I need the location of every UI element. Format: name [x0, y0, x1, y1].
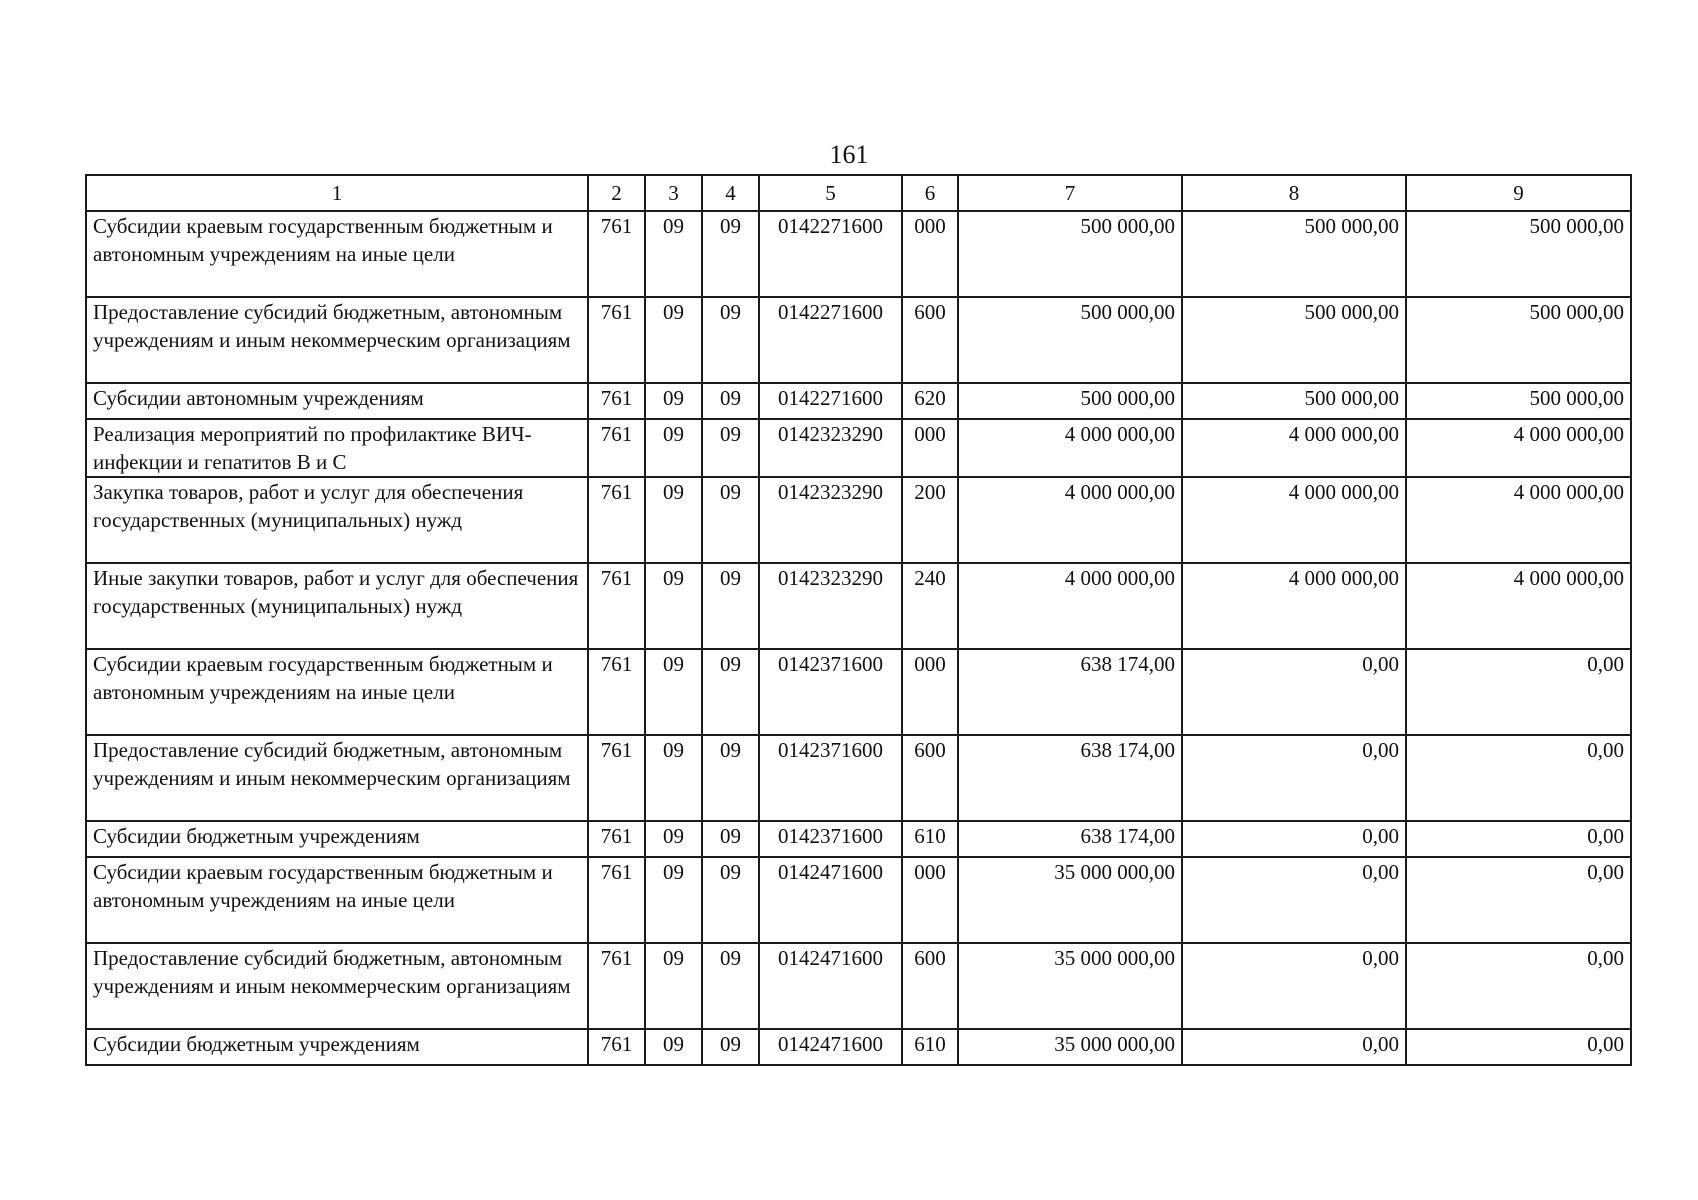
target-article-code: 0142471600 [759, 1029, 902, 1065]
subsection-code: 09 [702, 211, 759, 297]
expense-type-code: 000 [902, 649, 958, 735]
table-row [86, 735, 1631, 821]
section-code: 09 [645, 211, 702, 297]
amount-col-7: 35 000 000,00 [958, 857, 1182, 943]
amount-col-7: 500 000,00 [958, 383, 1182, 419]
ministry-code: 761 [588, 821, 645, 857]
table-row [86, 383, 1631, 419]
section-code: 09 [645, 563, 702, 649]
subsection-code: 09 [702, 857, 759, 943]
section-code: 09 [645, 419, 702, 477]
target-article-code: 0142471600 [759, 857, 902, 943]
amount-col-8: 0,00 [1182, 735, 1406, 821]
target-article-code: 0142471600 [759, 943, 902, 1029]
row-name: Предоставление субсидий бюджетным, автономным учреждениям и иным некоммерческим организациям [86, 735, 588, 821]
amount-col-9: 500 000,00 [1406, 383, 1631, 419]
subsection-code: 09 [702, 943, 759, 1029]
section-code: 09 [645, 735, 702, 821]
subsection-code: 09 [702, 297, 759, 383]
table-row [86, 821, 1631, 857]
section-code: 09 [645, 477, 702, 563]
amount-col-8: 4 000 000,00 [1182, 419, 1406, 477]
row-name: Субсидии бюджетным учреждениям [86, 821, 588, 857]
expense-type-code: 600 [902, 297, 958, 383]
amount-col-9: 0,00 [1406, 821, 1631, 857]
column-header: 7 [958, 175, 1182, 211]
section-code: 09 [645, 383, 702, 419]
amount-col-9: 0,00 [1406, 857, 1631, 943]
ministry-code: 761 [588, 857, 645, 943]
table-row [86, 943, 1631, 1029]
column-header: 6 [902, 175, 958, 211]
section-code: 09 [645, 297, 702, 383]
row-name: Субсидии автономным учреждениям [86, 383, 588, 419]
amount-col-8: 0,00 [1182, 1029, 1406, 1065]
table-row [86, 857, 1631, 943]
expense-type-code: 000 [902, 857, 958, 943]
subsection-code: 09 [702, 1029, 759, 1065]
subsection-code: 09 [702, 821, 759, 857]
expense-type-code: 610 [902, 1029, 958, 1065]
row-name: Иные закупки товаров, работ и услуг для обеспечения государственных (муниципальных) нужд [86, 563, 588, 649]
target-article-code: 0142371600 [759, 821, 902, 857]
amount-col-7: 638 174,00 [958, 821, 1182, 857]
subsection-code: 09 [702, 419, 759, 477]
row-name: Субсидии краевым государственным бюджетным и автономным учреждениям на иные цели [86, 857, 588, 943]
page-number: 161 [829, 140, 869, 169]
ministry-code: 761 [588, 735, 645, 821]
expense-type-code: 620 [902, 383, 958, 419]
ministry-code: 761 [588, 563, 645, 649]
subsection-code: 09 [702, 383, 759, 419]
amount-col-9: 0,00 [1406, 1029, 1631, 1065]
ministry-code: 761 [588, 211, 645, 297]
ministry-code: 761 [588, 943, 645, 1029]
target-article-code: 0142323290 [759, 563, 902, 649]
amount-col-7: 4 000 000,00 [958, 563, 1182, 649]
table-row [86, 1029, 1631, 1065]
target-article-code: 0142271600 [759, 383, 902, 419]
table-row [86, 211, 1631, 297]
target-article-code: 0142371600 [759, 735, 902, 821]
ministry-code: 761 [588, 383, 645, 419]
target-article-code: 0142271600 [759, 211, 902, 297]
expense-type-code: 610 [902, 821, 958, 857]
amount-col-9: 4 000 000,00 [1406, 563, 1631, 649]
table-row [86, 649, 1631, 735]
column-header: 5 [759, 175, 902, 211]
target-article-code: 0142371600 [759, 649, 902, 735]
amount-col-8: 0,00 [1182, 943, 1406, 1029]
amount-col-9: 0,00 [1406, 943, 1631, 1029]
expense-type-code: 200 [902, 477, 958, 563]
ministry-code: 761 [588, 419, 645, 477]
amount-col-7: 4 000 000,00 [958, 477, 1182, 563]
amount-col-9: 4 000 000,00 [1406, 477, 1631, 563]
section-code: 09 [645, 857, 702, 943]
ministry-code: 761 [588, 477, 645, 563]
row-name: Субсидии бюджетным учреждениям [86, 1029, 588, 1065]
expense-type-code: 240 [902, 563, 958, 649]
amount-col-8: 0,00 [1182, 821, 1406, 857]
section-code: 09 [645, 943, 702, 1029]
table-header-row [86, 175, 1631, 211]
amount-col-9: 500 000,00 [1406, 211, 1631, 297]
section-code: 09 [645, 1029, 702, 1065]
column-header: 3 [645, 175, 702, 211]
column-header: 2 [588, 175, 645, 211]
subsection-code: 09 [702, 477, 759, 563]
amount-col-7: 35 000 000,00 [958, 1029, 1182, 1065]
target-article-code: 0142271600 [759, 297, 902, 383]
column-header: 9 [1406, 175, 1631, 211]
row-name: Реализация мероприятий по профилактике ВИЧ-инфекции и гепатитов B и C [86, 419, 588, 477]
subsection-code: 09 [702, 735, 759, 821]
table-row [86, 563, 1631, 649]
amount-col-8: 0,00 [1182, 857, 1406, 943]
row-name: Предоставление субсидий бюджетным, автономным учреждениям и иным некоммерческим организациям [86, 297, 588, 383]
amount-col-9: 4 000 000,00 [1406, 419, 1631, 477]
target-article-code: 0142323290 [759, 477, 902, 563]
subsection-code: 09 [702, 563, 759, 649]
expense-type-code: 000 [902, 211, 958, 297]
column-header: 4 [702, 175, 759, 211]
amount-col-9: 0,00 [1406, 735, 1631, 821]
table-row [86, 419, 1631, 477]
amount-col-7: 638 174,00 [958, 735, 1182, 821]
amount-col-9: 500 000,00 [1406, 297, 1631, 383]
amount-col-9: 0,00 [1406, 649, 1631, 735]
amount-col-7: 35 000 000,00 [958, 943, 1182, 1029]
ministry-code: 761 [588, 649, 645, 735]
amount-col-8: 4 000 000,00 [1182, 477, 1406, 563]
amount-col-8: 500 000,00 [1182, 383, 1406, 419]
row-name: Закупка товаров, работ и услуг для обеспечения государственных (муниципальных) нужд [86, 477, 588, 563]
budget-table [85, 174, 1632, 1066]
amount-col-8: 500 000,00 [1182, 297, 1406, 383]
expense-type-code: 000 [902, 419, 958, 477]
target-article-code: 0142323290 [759, 419, 902, 477]
subsection-code: 09 [702, 649, 759, 735]
section-code: 09 [645, 821, 702, 857]
section-code: 09 [645, 649, 702, 735]
amount-col-7: 500 000,00 [958, 211, 1182, 297]
amount-col-8: 0,00 [1182, 649, 1406, 735]
column-header: 1 [86, 175, 588, 211]
column-header: 8 [1182, 175, 1406, 211]
amount-col-8: 500 000,00 [1182, 211, 1406, 297]
amount-col-7: 500 000,00 [958, 297, 1182, 383]
amount-col-7: 4 000 000,00 [958, 419, 1182, 477]
table-row [86, 477, 1631, 563]
expense-type-code: 600 [902, 943, 958, 1029]
expense-type-code: 600 [902, 735, 958, 821]
ministry-code: 761 [588, 1029, 645, 1065]
ministry-code: 761 [588, 297, 645, 383]
amount-col-7: 638 174,00 [958, 649, 1182, 735]
table-row [86, 297, 1631, 383]
row-name: Субсидии краевым государственным бюджетным и автономным учреждениям на иные цели [86, 211, 588, 297]
amount-col-8: 4 000 000,00 [1182, 563, 1406, 649]
row-name: Субсидии краевым государственным бюджетным и автономным учреждениям на иные цели [86, 649, 588, 735]
row-name: Предоставление субсидий бюджетным, автономным учреждениям и иным некоммерческим организациям [86, 943, 588, 1029]
